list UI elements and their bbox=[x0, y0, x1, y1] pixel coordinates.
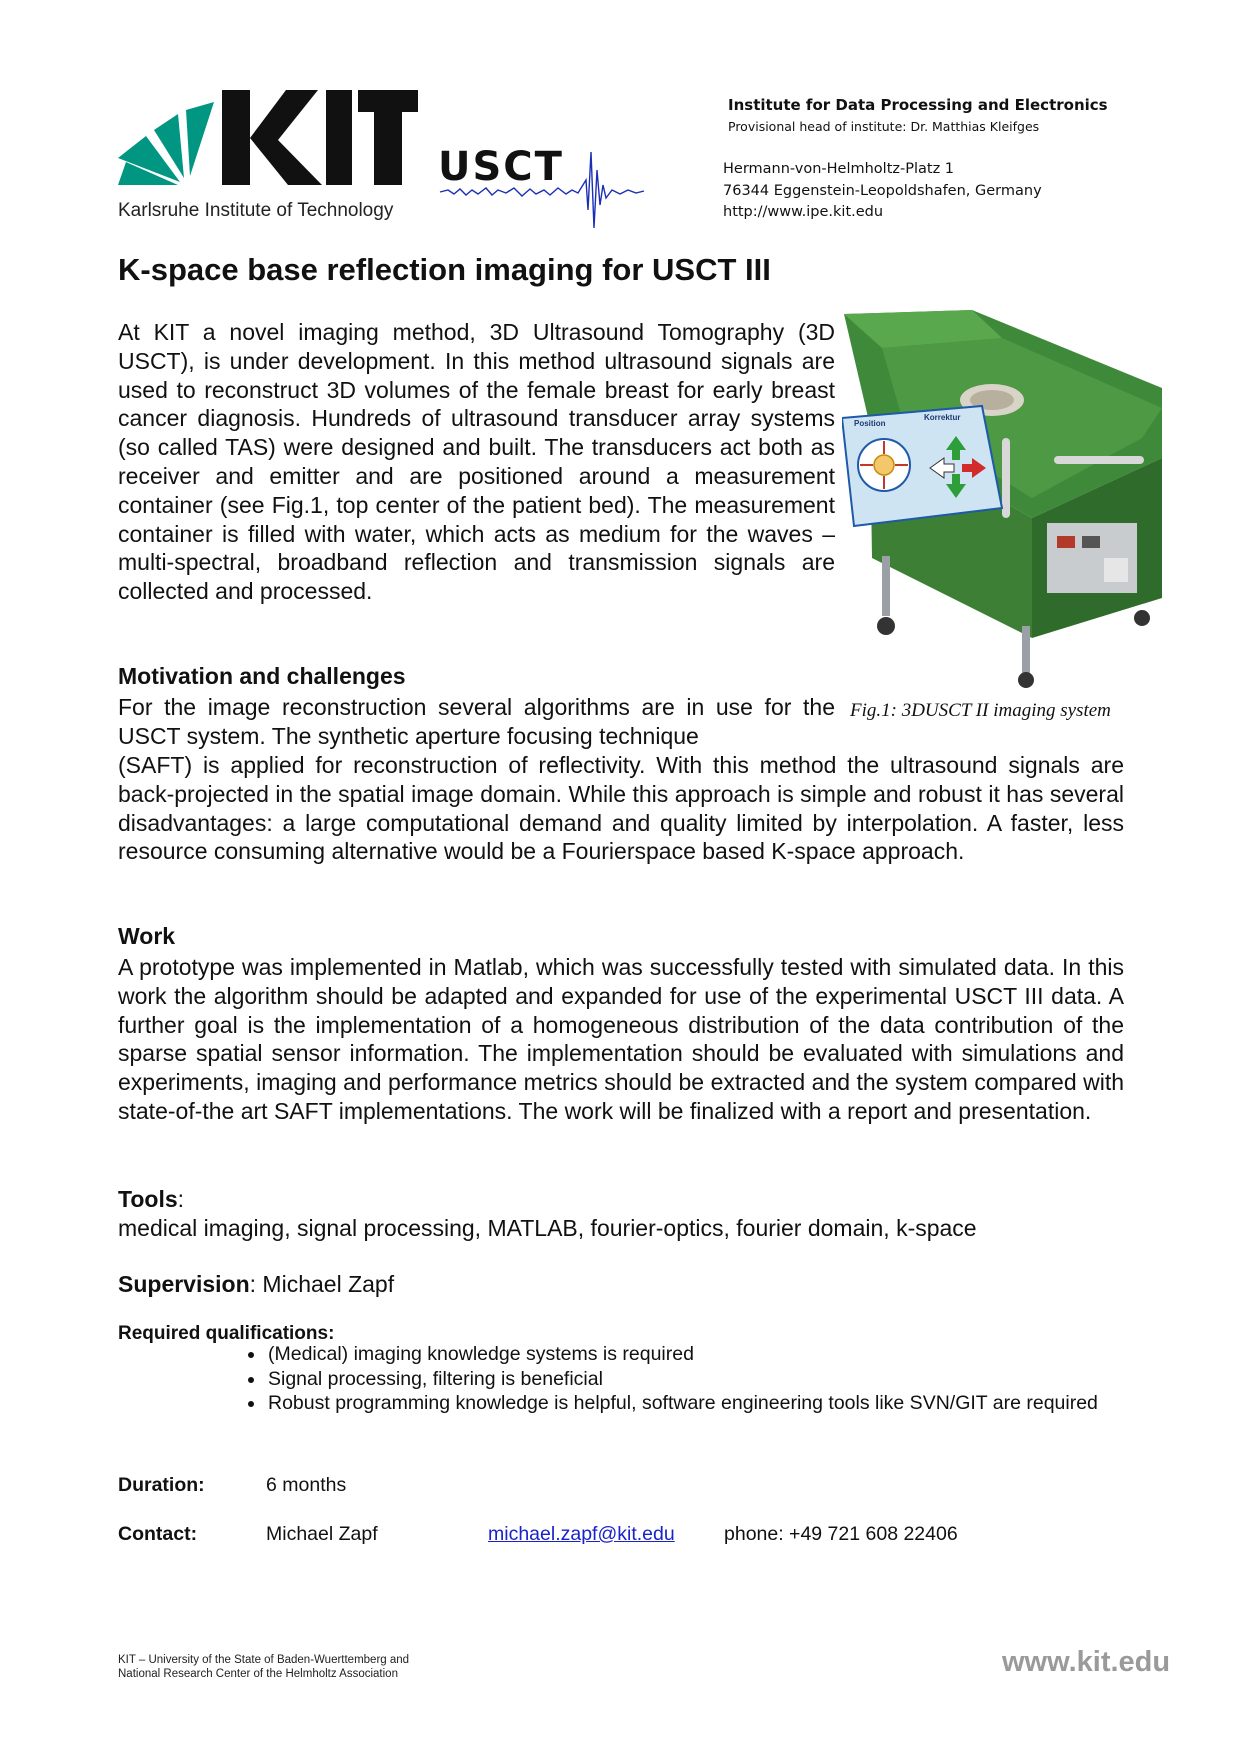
tools-list: medical imaging, signal processing, MATLAB, fourier-optics, fourier domain, k-space bbox=[118, 1215, 977, 1241]
qualifications-heading: Required qualifications: bbox=[118, 1323, 335, 1344]
contact-label: Contact: bbox=[118, 1523, 198, 1545]
motivation-paragraph-part1: For the image reconstruction several algorithms are in use for the USCT system. The synthetic aperture focusing technique bbox=[118, 694, 835, 749]
footer-affiliation bbox=[118, 1653, 409, 1681]
kit-subtitle: Karlsruhe Institute of Technology bbox=[118, 200, 394, 221]
address-city: 76344 Eggenstein-Leopoldshafen, Germany bbox=[723, 182, 1042, 199]
institute-name: Institute for Data Processing and Electronics bbox=[728, 96, 1108, 114]
institute-head: Provisional head of institute: Dr. Matthias Kleifges bbox=[728, 119, 1040, 134]
tools-heading bbox=[118, 1186, 184, 1213]
figure-panel-label-korrektur: Korrektur bbox=[924, 413, 961, 422]
usct-logo-text: USCT bbox=[438, 150, 564, 190]
supervision-heading: Supervision bbox=[118, 1271, 250, 1297]
tools-heading-colon: : bbox=[177, 1186, 185, 1212]
figure-caption: Fig.1: 3DUSCT II imaging system bbox=[850, 700, 1111, 721]
usct-logo bbox=[436, 150, 646, 230]
intro-paragraph: At KIT a novel imaging method, 3D Ultrasound Tomography (3D USCT), is under development. In this method ultrasound signals are used to reconstruct 3D volumes of the female breast for early breast cancer diagnosis. Hundreds of ultrasound transducer array systems (so called TAS) were designed and built. The transducers act both as receiver and emitter and are positioned around a measurement container (see Fig.1, top center of the patient bed). The measurement container is filled with water, which acts as medium for the waves – multi-spectral, broadband reflection and transmission signals are collected and processed. bbox=[118, 319, 835, 605]
institute-block bbox=[728, 96, 1108, 134]
footer-line: KIT – University of the State of Baden-Wuerttemberg and bbox=[118, 1654, 410, 1666]
motivation-heading: Motivation and challenges bbox=[118, 663, 406, 689]
imaging-system-figure bbox=[842, 308, 1178, 688]
qualification-item: • Robust programming knowledge is helpful, software engineering tools like SVN/GIT are required bbox=[266, 1391, 1166, 1416]
figure-panel-label-position: Position bbox=[854, 419, 886, 428]
duration-label: Duration: bbox=[118, 1474, 205, 1496]
footer-line: National Research Center of the Helmholtz Association bbox=[118, 1668, 398, 1680]
qualification-item: • (Medical) imaging knowledge systems is required bbox=[266, 1342, 1166, 1367]
qualification-item: • Signal processing, filtering is beneficial bbox=[266, 1367, 1166, 1392]
contact-email-link[interactable]: michael.zapf@kit.edu bbox=[488, 1523, 675, 1545]
work-heading: Work bbox=[118, 923, 176, 949]
footer-website[interactable]: www.kit.edu bbox=[1002, 1646, 1171, 1678]
address-street: Hermann-von-Helmholtz-Platz 1 bbox=[723, 161, 955, 177]
supervision-line bbox=[118, 1271, 394, 1298]
supervision-name: : Michael Zapf bbox=[249, 1271, 395, 1297]
page-title: K-space base reflection imaging for USCT III bbox=[118, 252, 771, 287]
contact-phone: phone: +49 721 608 22406 bbox=[724, 1523, 958, 1545]
work-paragraph: A prototype was implemented in Matlab, which was successfully tested with simulated data. In this work the algorithm should be adapted and expanded for use of the experimental USCT III data. A further goal is the implementation of a homogeneous distribution of the data contribution of the sparse spatial sensor information. The implementation should be evaluated with simulations and experiments, imaging and performance metrics should be extracted and the system compared with state-of-the art SAFT implementations. The work will be finalized with a report and presentation. bbox=[118, 954, 1124, 1124]
institute-address bbox=[723, 159, 1042, 224]
contact-name: Michael Zapf bbox=[266, 1523, 378, 1545]
motivation-paragraph-part2: (SAFT) is applied for reconstruction of reflectivity. With this method the ultrasound signals are back-projected in the spatial image domain. While this approach is simple and robust it has several disadvantages: a large computational demand and quality limited by interpolation. A faster, less resource consuming alternative would be a Fourierspace based K-space approach. bbox=[118, 752, 1124, 865]
qualifications-list bbox=[218, 1342, 1166, 1416]
duration-value: 6 months bbox=[266, 1474, 347, 1496]
address-url[interactable]: http://www.ipe.kit.edu bbox=[723, 204, 884, 220]
tools-heading-label: Tools bbox=[118, 1186, 178, 1212]
